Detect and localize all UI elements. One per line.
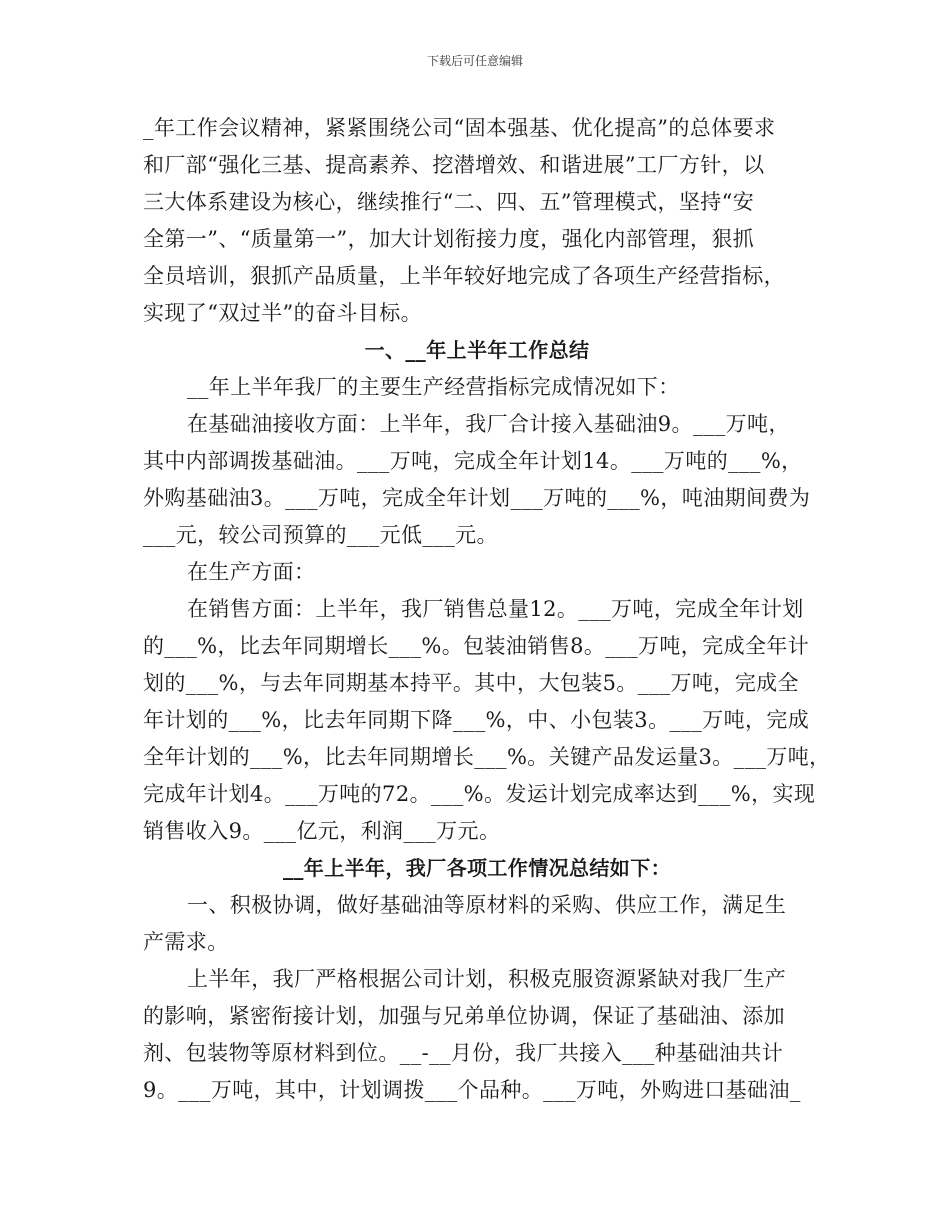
paragraph-line: 实现了“双过半”的奋斗目标。 <box>143 301 423 325</box>
paragraph-line: __年上半年我厂的主要生产经营指标完成情况如下： <box>187 375 680 399</box>
paragraph-line: ___元，较公司预算的___元低___元。 <box>143 523 498 547</box>
paragraph-line: 和厂部“强化三基、提高素养、挖潜增效、和谐进展”工厂方针，以 <box>143 153 765 177</box>
paragraph-line: _年工作会议精神，紧紧围绕公司“固本强基、优化提高”的总体要求 <box>143 116 776 140</box>
paragraph-line: 在生产方面： <box>187 560 316 584</box>
paragraph-line: 9。___万吨，其中，计划调拨___个品种。___万吨，外购进口基础油_ <box>143 1078 801 1102</box>
section-heading: __年上半年，我厂各项工作情况总结如下： <box>283 856 671 880</box>
section-heading: 一、__年上半年工作总结 <box>364 338 590 362</box>
paragraph-line: 在基础油接收方面：上半年，我厂合计接入基础油9。___万吨， <box>187 412 790 436</box>
paragraph-line: 的影响，紧密衔接计划，加强与兄弟单位协调，保证了基础油、添加 <box>143 1004 785 1028</box>
paragraph-line: 销售收入9。___亿元，利润___万元。 <box>143 819 501 843</box>
paragraph-line: 其中内部调拨基础油。___万吨，完成全年计划14。___万吨的___%， <box>143 449 803 473</box>
paragraph-line: 产需求。 <box>143 930 229 954</box>
document-body <box>143 110 831 1109</box>
paragraph-line: 在销售方面：上半年，我厂销售总量12。___万吨，完成全年计划 <box>187 597 804 621</box>
paragraph-line: 剂、包装物等原材料到位。__-__月份，我厂共接入___种基础油共计 <box>143 1041 784 1065</box>
paragraph-line: 全年计划的___%，比去年同期增长___%。关键产品发运量3。___万吨， <box>143 745 831 769</box>
paragraph-line: 划的___%，与去年同期基本持平。其中，大包装5。___万吨，完成全 <box>143 671 799 695</box>
paragraph-line: 一、积极协调，做好基础油等原材料的采购、供应工作，满足生 <box>187 893 787 917</box>
paragraph-line: 三大体系建设为核心，继续推行“二、四、五”管理模式，坚持“安 <box>143 190 755 214</box>
paragraph-line: 上半年，我厂严格根据公司计划，积极克服资源紧缺对我厂生产 <box>187 967 787 991</box>
page-header: 下载后可任意编辑 <box>426 54 523 68</box>
paragraph-line: 的___%，比去年同期增长___%。包装油销售8。___万吨，完成全年计 <box>143 634 810 658</box>
paragraph-line: 外购基础油3。___万吨，完成全年计划___万吨的___%，吨油期间费为 <box>143 486 811 510</box>
paragraph-line: 全第一”、“质量第一”，加大计划衔接力度，强化内部管理，狠抓 <box>143 227 755 251</box>
paragraph-line: 完成年计划4。___万吨的72。___%。发运计划完成率达到___%，实现 <box>143 782 816 806</box>
paragraph-line: 全员培训，狠抓产品质量，上半年较好地完成了各项生产经营指标， <box>143 264 785 288</box>
paragraph-line: 年计划的___%，比去年同期下降___%，中、小包装3。___万吨，完成 <box>143 708 810 732</box>
